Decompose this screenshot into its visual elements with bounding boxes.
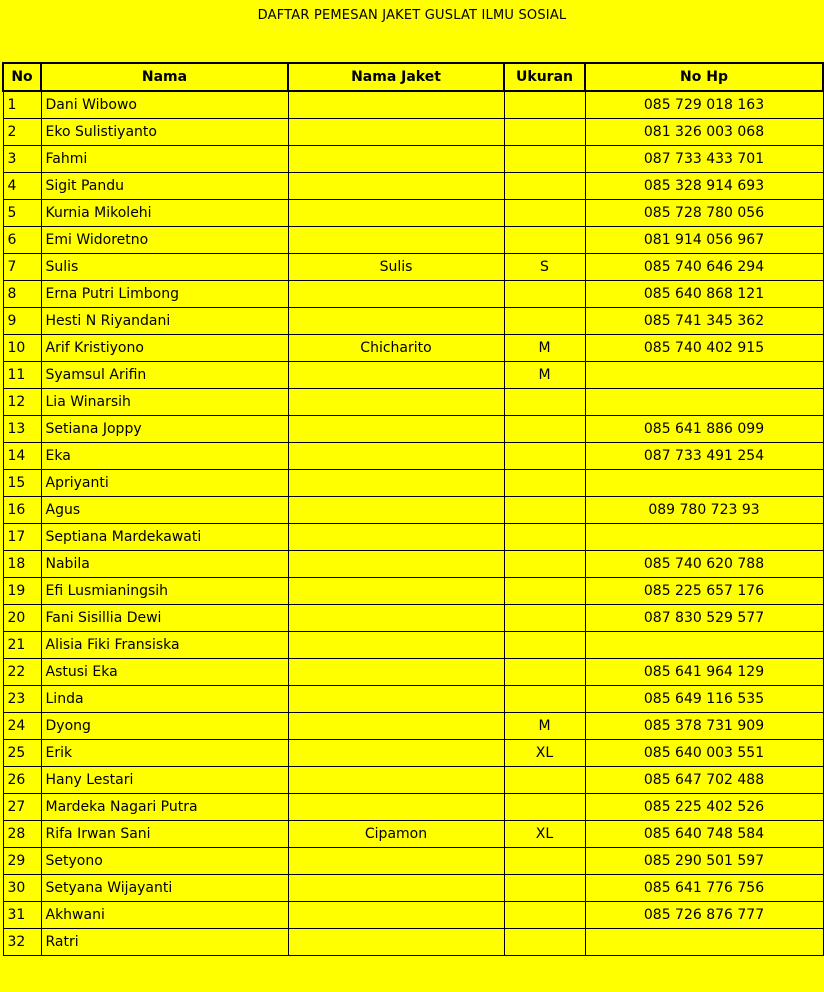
cell-nama[interactable]: Eko Sulistiyanto bbox=[41, 118, 288, 145]
cell-no-hp[interactable]: 085 641 964 129 bbox=[585, 658, 823, 685]
cell-nama-jaket[interactable]: Cipamon bbox=[288, 820, 504, 847]
cell-ukuran[interactable] bbox=[504, 118, 585, 145]
cell-no-hp[interactable]: 085 641 886 099 bbox=[585, 415, 823, 442]
table-row bbox=[3, 172, 823, 199]
cell-ukuran[interactable] bbox=[504, 928, 585, 955]
table-row bbox=[3, 604, 823, 631]
cell-no-hp[interactable] bbox=[585, 388, 823, 415]
table-row bbox=[3, 739, 823, 766]
cell-ukuran[interactable] bbox=[504, 766, 585, 793]
cell-no-hp[interactable]: 087 733 491 254 bbox=[585, 442, 823, 469]
cell-ukuran[interactable] bbox=[504, 307, 585, 334]
table-row bbox=[3, 793, 823, 820]
cell-nama-jaket[interactable] bbox=[288, 415, 504, 442]
cell-nama[interactable]: Apriyanti bbox=[41, 469, 288, 496]
cell-ukuran[interactable] bbox=[504, 901, 585, 928]
cell-nama[interactable]: Astusi Eka bbox=[41, 658, 288, 685]
cell-no[interactable]: 30 bbox=[3, 874, 41, 901]
header-no[interactable]: No bbox=[3, 63, 41, 91]
cell-ukuran[interactable] bbox=[504, 442, 585, 469]
table-row bbox=[3, 820, 823, 847]
cell-no-hp[interactable]: 085 290 501 597 bbox=[585, 847, 823, 874]
cell-nama-jaket[interactable] bbox=[288, 658, 504, 685]
cell-nama-jaket[interactable] bbox=[288, 901, 504, 928]
cell-nama[interactable]: Alisia Fiki Fransiska bbox=[41, 631, 288, 658]
cell-ukuran[interactable]: M bbox=[504, 334, 585, 361]
cell-no[interactable]: 16 bbox=[3, 496, 41, 523]
cell-nama-jaket[interactable] bbox=[288, 145, 504, 172]
cell-no[interactable]: 19 bbox=[3, 577, 41, 604]
cell-nama[interactable]: Rifa Irwan Sani bbox=[41, 820, 288, 847]
cell-ukuran[interactable] bbox=[504, 172, 585, 199]
cell-no-hp[interactable]: 085 740 620 788 bbox=[585, 550, 823, 577]
cell-no[interactable]: 3 bbox=[3, 145, 41, 172]
cell-no-hp[interactable]: 087 830 529 577 bbox=[585, 604, 823, 631]
cell-no-hp[interactable] bbox=[585, 631, 823, 658]
cell-nama-jaket[interactable] bbox=[288, 874, 504, 901]
cell-no-hp[interactable]: 089 780 723 93 bbox=[585, 496, 823, 523]
cell-nama-jaket[interactable] bbox=[288, 847, 504, 874]
cell-no[interactable]: 5 bbox=[3, 199, 41, 226]
cell-nama[interactable]: Lia Winarsih bbox=[41, 388, 288, 415]
sheet-title[interactable]: DAFTAR PEMESAN JAKET GUSLAT ILMU SOSIAL bbox=[257, 8, 567, 23]
cell-no-hp[interactable]: 085 726 876 777 bbox=[585, 901, 823, 928]
cell-nama-jaket[interactable] bbox=[288, 361, 504, 388]
cell-nama[interactable]: Akhwani bbox=[41, 901, 288, 928]
cell-nama[interactable]: Erik bbox=[41, 739, 288, 766]
table-row bbox=[3, 847, 823, 874]
cell-ukuran[interactable] bbox=[504, 415, 585, 442]
cell-no[interactable]: 24 bbox=[3, 712, 41, 739]
cell-nama[interactable]: Setyono bbox=[41, 847, 288, 874]
cell-nama-jaket[interactable] bbox=[288, 604, 504, 631]
cell-no[interactable]: 12 bbox=[3, 388, 41, 415]
cell-nama[interactable]: Setiana Joppy bbox=[41, 415, 288, 442]
cell-no-hp[interactable]: 085 328 914 693 bbox=[585, 172, 823, 199]
cell-no[interactable]: 18 bbox=[3, 550, 41, 577]
cell-nama[interactable]: Eka bbox=[41, 442, 288, 469]
cell-no[interactable]: 17 bbox=[3, 523, 41, 550]
cell-no-hp[interactable] bbox=[585, 928, 823, 955]
cell-ukuran[interactable] bbox=[504, 145, 585, 172]
cell-ukuran[interactable]: XL bbox=[504, 739, 585, 766]
cell-no-hp[interactable]: 085 640 868 121 bbox=[585, 280, 823, 307]
cell-nama-jaket[interactable] bbox=[288, 631, 504, 658]
cell-nama[interactable]: Dyong bbox=[41, 712, 288, 739]
cell-nama-jaket[interactable] bbox=[288, 928, 504, 955]
cell-nama-jaket[interactable] bbox=[288, 442, 504, 469]
cell-no-hp[interactable] bbox=[585, 361, 823, 388]
cell-nama-jaket[interactable] bbox=[288, 91, 504, 118]
cell-nama-jaket[interactable]: Chicharito bbox=[288, 334, 504, 361]
table-row bbox=[3, 928, 823, 955]
cell-ukuran[interactable] bbox=[504, 226, 585, 253]
cell-no-hp[interactable]: 085 740 402 915 bbox=[585, 334, 823, 361]
table-row bbox=[3, 415, 823, 442]
cell-nama-jaket[interactable] bbox=[288, 523, 504, 550]
cell-nama[interactable]: Emi Widoretno bbox=[41, 226, 288, 253]
cell-nama-jaket[interactable] bbox=[288, 793, 504, 820]
table-row bbox=[3, 91, 823, 118]
cell-ukuran[interactable] bbox=[504, 604, 585, 631]
cell-ukuran[interactable] bbox=[504, 496, 585, 523]
table-row bbox=[3, 118, 823, 145]
cell-nama-jaket[interactable] bbox=[288, 118, 504, 145]
cell-no[interactable]: 27 bbox=[3, 793, 41, 820]
cell-nama[interactable]: Agus bbox=[41, 496, 288, 523]
table-row bbox=[3, 307, 823, 334]
cell-no[interactable]: 2 bbox=[3, 118, 41, 145]
cell-no[interactable]: 11 bbox=[3, 361, 41, 388]
cell-nama[interactable]: Hesti N Riyandani bbox=[41, 307, 288, 334]
table-row bbox=[3, 631, 823, 658]
cell-ukuran[interactable]: XL bbox=[504, 820, 585, 847]
cell-ukuran[interactable] bbox=[504, 685, 585, 712]
cell-no[interactable]: 26 bbox=[3, 766, 41, 793]
cell-no[interactable]: 13 bbox=[3, 415, 41, 442]
cell-nama-jaket[interactable] bbox=[288, 550, 504, 577]
table-body bbox=[3, 91, 823, 955]
cell-no[interactable]: 9 bbox=[3, 307, 41, 334]
table-row bbox=[3, 766, 823, 793]
cell-no-hp[interactable]: 087 733 433 701 bbox=[585, 145, 823, 172]
cell-nama-jaket[interactable] bbox=[288, 226, 504, 253]
cell-nama[interactable]: Sulis bbox=[41, 253, 288, 280]
cell-no-hp[interactable] bbox=[585, 469, 823, 496]
cell-nama[interactable]: Fahmi bbox=[41, 145, 288, 172]
cell-ukuran[interactable]: S bbox=[504, 253, 585, 280]
table-row bbox=[3, 550, 823, 577]
header-row bbox=[3, 63, 823, 91]
cell-no[interactable]: 32 bbox=[3, 928, 41, 955]
cell-nama[interactable]: Mardeka Nagari Putra bbox=[41, 793, 288, 820]
table-row bbox=[3, 280, 823, 307]
table-row bbox=[3, 334, 823, 361]
cell-nama-jaket[interactable] bbox=[288, 766, 504, 793]
cell-no-hp[interactable]: 085 729 018 163 bbox=[585, 91, 823, 118]
cell-ukuran[interactable] bbox=[504, 847, 585, 874]
cell-no-hp[interactable]: 085 728 780 056 bbox=[585, 199, 823, 226]
cell-nama[interactable]: Efi Lusmianingsih bbox=[41, 577, 288, 604]
table-row bbox=[3, 577, 823, 604]
cell-ukuran[interactable] bbox=[504, 793, 585, 820]
cell-no[interactable]: 4 bbox=[3, 172, 41, 199]
cell-nama[interactable]: Fani Sisillia Dewi bbox=[41, 604, 288, 631]
cell-no-hp[interactable]: 085 640 003 551 bbox=[585, 739, 823, 766]
table-row bbox=[3, 901, 823, 928]
table-row bbox=[3, 145, 823, 172]
table-row bbox=[3, 874, 823, 901]
cell-no[interactable]: 23 bbox=[3, 685, 41, 712]
cell-no[interactable]: 7 bbox=[3, 253, 41, 280]
cell-nama[interactable]: Septiana Mardekawati bbox=[41, 523, 288, 550]
cell-nama-jaket[interactable] bbox=[288, 685, 504, 712]
cell-ukuran[interactable] bbox=[504, 577, 585, 604]
cell-nama[interactable]: Arif Kristiyono bbox=[41, 334, 288, 361]
table-row bbox=[3, 199, 823, 226]
cell-nama[interactable]: Nabila bbox=[41, 550, 288, 577]
cell-no-hp[interactable]: 085 647 702 488 bbox=[585, 766, 823, 793]
table-row bbox=[3, 361, 823, 388]
cell-no-hp[interactable]: 085 640 748 584 bbox=[585, 820, 823, 847]
cell-ukuran[interactable]: M bbox=[504, 361, 585, 388]
cell-ukuran[interactable] bbox=[504, 523, 585, 550]
cell-no[interactable]: 1 bbox=[3, 91, 41, 118]
cell-no[interactable]: 31 bbox=[3, 901, 41, 928]
cell-nama-jaket[interactable] bbox=[288, 712, 504, 739]
cell-ukuran[interactable] bbox=[504, 874, 585, 901]
cell-nama-jaket[interactable] bbox=[288, 172, 504, 199]
cell-ukuran[interactable] bbox=[504, 199, 585, 226]
cell-nama[interactable]: Sigit Pandu bbox=[41, 172, 288, 199]
table-row bbox=[3, 685, 823, 712]
table-row bbox=[3, 253, 823, 280]
header-nama[interactable]: Nama bbox=[41, 63, 288, 91]
cell-no-hp[interactable]: 085 225 657 176 bbox=[585, 577, 823, 604]
cell-no[interactable]: 28 bbox=[3, 820, 41, 847]
table-row bbox=[3, 388, 823, 415]
cell-nama[interactable]: Dani Wibowo bbox=[41, 91, 288, 118]
cell-ukuran[interactable] bbox=[504, 631, 585, 658]
cell-ukuran[interactable] bbox=[504, 658, 585, 685]
cell-no[interactable]: 14 bbox=[3, 442, 41, 469]
cell-nama-jaket[interactable] bbox=[288, 199, 504, 226]
header-nama-jaket[interactable]: Nama Jaket bbox=[288, 63, 504, 91]
cell-no-hp[interactable]: 085 741 345 362 bbox=[585, 307, 823, 334]
cell-no-hp[interactable]: 085 225 402 526 bbox=[585, 793, 823, 820]
cell-no-hp[interactable]: 085 649 116 535 bbox=[585, 685, 823, 712]
cell-no-hp[interactable]: 085 641 776 756 bbox=[585, 874, 823, 901]
cell-no[interactable]: 25 bbox=[3, 739, 41, 766]
cell-nama-jaket[interactable] bbox=[288, 280, 504, 307]
cell-no[interactable]: 6 bbox=[3, 226, 41, 253]
table-row bbox=[3, 226, 823, 253]
cell-ukuran[interactable]: M bbox=[504, 712, 585, 739]
cell-no-hp[interactable]: 081 914 056 967 bbox=[585, 226, 823, 253]
title-area bbox=[0, 0, 824, 62]
table-row bbox=[3, 712, 823, 739]
cell-no-hp[interactable] bbox=[585, 523, 823, 550]
cell-nama-jaket[interactable] bbox=[288, 388, 504, 415]
cell-no[interactable]: 10 bbox=[3, 334, 41, 361]
cell-nama-jaket[interactable] bbox=[288, 469, 504, 496]
cell-no[interactable]: 29 bbox=[3, 847, 41, 874]
cell-no[interactable]: 20 bbox=[3, 604, 41, 631]
cell-nama[interactable]: Kurnia Mikolehi bbox=[41, 199, 288, 226]
cell-nama-jaket[interactable] bbox=[288, 496, 504, 523]
cell-nama[interactable]: Linda bbox=[41, 685, 288, 712]
cell-nama[interactable]: Erna Putri Limbong bbox=[41, 280, 288, 307]
cell-nama-jaket[interactable] bbox=[288, 577, 504, 604]
cell-ukuran[interactable] bbox=[504, 388, 585, 415]
cell-nama-jaket[interactable] bbox=[288, 739, 504, 766]
table-row bbox=[3, 523, 823, 550]
cell-ukuran[interactable] bbox=[504, 91, 585, 118]
cell-nama[interactable]: Syamsul Arifin bbox=[41, 361, 288, 388]
cell-ukuran[interactable] bbox=[504, 550, 585, 577]
cell-nama-jaket[interactable]: Sulis bbox=[288, 253, 504, 280]
cell-no[interactable]: 21 bbox=[3, 631, 41, 658]
cell-no[interactable]: 8 bbox=[3, 280, 41, 307]
cell-ukuran[interactable] bbox=[504, 280, 585, 307]
header-no-hp[interactable]: No Hp bbox=[585, 63, 823, 91]
cell-ukuran[interactable] bbox=[504, 469, 585, 496]
cell-nama[interactable]: Hany Lestari bbox=[41, 766, 288, 793]
cell-no-hp[interactable]: 085 740 646 294 bbox=[585, 253, 823, 280]
cell-no-hp[interactable]: 085 378 731 909 bbox=[585, 712, 823, 739]
cell-no[interactable]: 15 bbox=[3, 469, 41, 496]
cell-nama-jaket[interactable] bbox=[288, 307, 504, 334]
cell-nama[interactable]: Ratri bbox=[41, 928, 288, 955]
cell-nama[interactable]: Setyana Wijayanti bbox=[41, 874, 288, 901]
header-ukuran[interactable]: Ukuran bbox=[504, 63, 585, 91]
table-row bbox=[3, 442, 823, 469]
cell-no-hp[interactable]: 081 326 003 068 bbox=[585, 118, 823, 145]
table-row bbox=[3, 658, 823, 685]
orders-table bbox=[2, 62, 824, 956]
table-row bbox=[3, 469, 823, 496]
cell-no[interactable]: 22 bbox=[3, 658, 41, 685]
table-row bbox=[3, 496, 823, 523]
